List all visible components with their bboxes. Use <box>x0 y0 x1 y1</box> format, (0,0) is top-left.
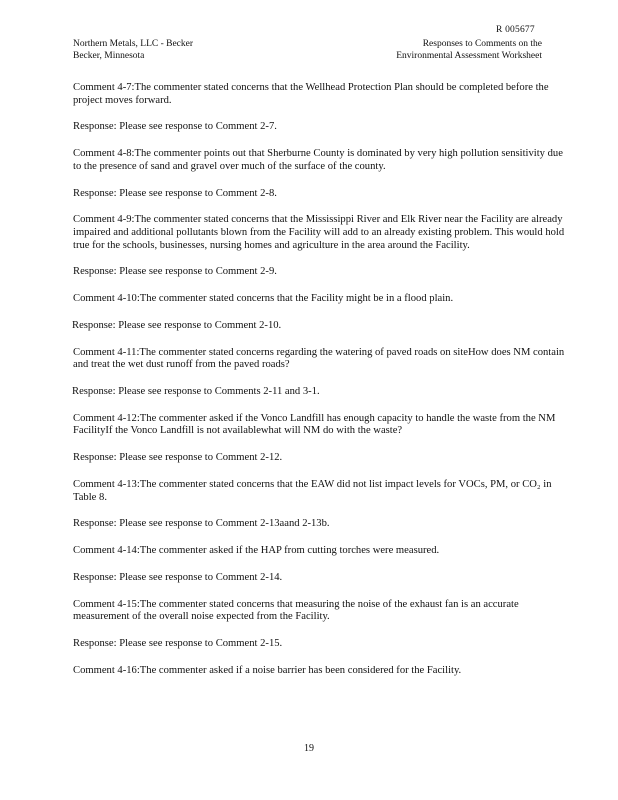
comment-4-11: Comment 4-11:The commenter stated concerns regarding the watering of paved roads on siteHow does NM contain and treat the wet dust runoff from the paved roads? <box>73 346 565 371</box>
header-company: Northern Metals, LLC - Becker <box>73 39 194 49</box>
comment-4-15: Comment 4-15:The commenter stated concerns that measuring the noise of the exhaust fan is an accurate measurement of the overall noise expected from the Facility. <box>73 598 519 623</box>
bates-stamp: R 005677 <box>496 25 535 35</box>
header-right <box>396 38 542 62</box>
response-4-13: Response: Please see response to Comment 2-13aand 2-13b. <box>73 518 330 530</box>
response-4-12: Response: Please see response to Comment 2-12. <box>73 452 283 464</box>
response-4-11: Response: Please see response to Comments 2-11 and 3-1. <box>72 386 320 397</box>
response-4-8: Response: Please see response to Comment 2-8. <box>73 187 277 199</box>
comment-4-7: Comment 4-7:The commenter stated concerns that the Wellhead Protection Plan should be completed before the project moves forward. <box>73 82 549 106</box>
response-4-7: Response: Please see response to Comment 2-7. <box>73 121 277 133</box>
comment-4-14: Comment 4-14:The commenter asked if the HAP from cutting torches were measured. <box>73 545 440 557</box>
comment-4-8: Comment 4-8:The commenter points out that Sherburne County is dominated by very high pollution sensitivity due to the presence of sand and gravel over much of the surface of the county. <box>73 148 563 172</box>
header-left <box>73 38 193 62</box>
comment-4-16: Comment 4-16:The commenter asked if a noise barrier has been considered for the Facility. <box>73 664 462 676</box>
header-doc-title-line1: Responses to Comments on the <box>422 39 542 49</box>
response-4-14: Response: Please see response to Comment 2-14. <box>73 571 283 583</box>
page-number: 19 <box>304 743 314 754</box>
comment-4-13: Comment 4-13:The commenter stated concerns that the EAW did not list impact levels for VOCs, PM, or CO₂ in Table 8. <box>73 478 552 503</box>
response-4-10: Response: Please see response to Comment 2-10. <box>72 319 282 331</box>
comment-4-10: Comment 4-10:The commenter stated concerns that the Facility might be in a flood plain. <box>73 293 454 305</box>
header-location: Becker, Minnesota <box>73 51 145 61</box>
comment-4-12: Comment 4-12:The commenter asked if the Vonco Landfill has enough capacity to handle the waste from the NM FacilityIf the Vonco Landfill is not availablewhat will NM do with the waste? <box>73 412 556 437</box>
response-4-15: Response: Please see response to Comment 2-15. <box>73 638 283 650</box>
comment-4-9: Comment 4-9:The commenter stated concerns that the Mississippi River and Elk River near the Facility are already impaired and additional pollutants blown from the Facility will add to an already existing problem. This would hold true for the schools, businesses, nursing homes and agriculture in the area around the Facility. <box>73 214 565 251</box>
header-doc-title-line2: Environmental Assessment Worksheet <box>396 51 542 61</box>
document-body <box>73 82 565 692</box>
response-4-9: Response: Please see response to Comment 2-9. <box>73 266 277 278</box>
